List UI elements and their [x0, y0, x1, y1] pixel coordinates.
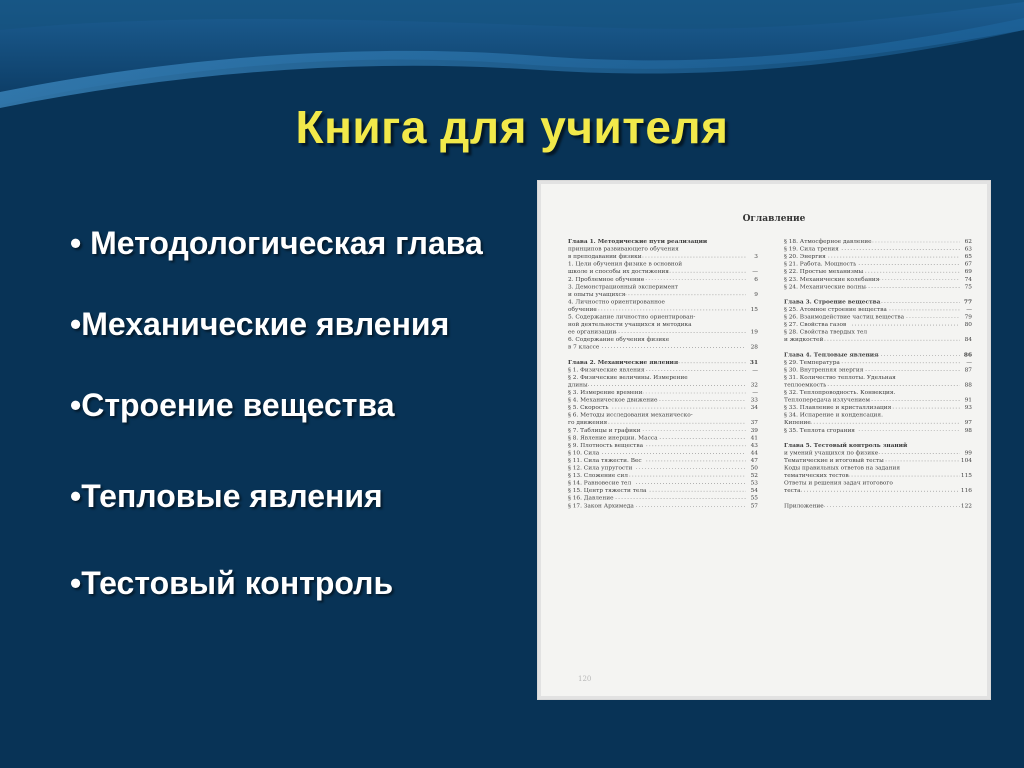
left-column-entry: § 2. Физические величины. Измерение [568, 374, 688, 381]
left-column-entry: 4. Личностно ориентированное [568, 299, 665, 306]
left-column-entry: 6. Содержание обучения физике [568, 337, 670, 344]
left-column-entry: § 15. Центр тяжести тела [568, 488, 647, 495]
right-column-page-number: 79 [964, 314, 972, 321]
right-column-entry: § 26. Взаимодействие частиц вещества [784, 314, 905, 321]
bullet-item: •Тепловые явления [70, 478, 383, 514]
left-column-entry: § 10. Сила [568, 450, 600, 457]
right-column-entry: Кипение [784, 420, 811, 427]
right-column-page-number: 104 [960, 457, 972, 464]
right-column-entry: тематических тестов [784, 473, 849, 480]
right-column-page-number: 74 [964, 276, 972, 283]
left-column-entry: § 3. Измерение времени [568, 390, 643, 396]
right-column-page-number: 91 [964, 397, 972, 404]
right-column-entry: § 27. Свойства газов [784, 322, 847, 329]
left-column-entry: § 8. Явление инерции. Масса [568, 435, 658, 442]
right-column-page-number: 80 [964, 322, 972, 329]
left-column-page-number: 53 [750, 480, 758, 487]
left-column-entry: § 7. Таблицы и графики [568, 427, 641, 434]
right-column-page-number: 62 [964, 239, 972, 245]
left-column-page-number: 37 [750, 420, 758, 427]
right-column-entry: Глава 4. Тепловые явления [784, 352, 879, 359]
right-column-entry: Ответы и решения задач итогового [784, 480, 893, 487]
left-column-page-number: 19 [750, 329, 758, 336]
left-column-page-number: 28 [750, 344, 758, 351]
left-column-entry: и опыты учащихся [568, 291, 626, 298]
right-column-page-number: 97 [964, 420, 972, 427]
left-column-entry: 3. Демонстрационный эксперимент [568, 284, 679, 291]
left-column-page-number: 3 [754, 254, 758, 261]
right-column-entry: § 22. Простые механизмы [784, 269, 864, 276]
right-column-page-number: 63 [964, 246, 972, 253]
right-column-entry: § 24. Механические волны [784, 284, 866, 291]
right-column-page-number: 65 [964, 254, 972, 261]
bullet-item: •Строение вещества [70, 387, 395, 423]
right-column-page-number: 77 [963, 299, 972, 306]
bullet-item: • Методологическая глава [70, 225, 483, 261]
right-column-page-number: 67 [964, 261, 972, 268]
right-column-entry: § 34. Испарение и конденсация. [784, 412, 883, 419]
left-column-entry: ее организации [568, 329, 617, 336]
left-column-entry: § 11. Сила тяжести. Вес [568, 457, 642, 464]
right-column-entry: § 20. Энергия [784, 254, 826, 261]
right-column-page-number: — [966, 306, 972, 313]
right-column-entry: Теплопередача излучением [784, 397, 870, 404]
bullet-list [70, 222, 530, 647]
left-column-page-number: 34 [750, 405, 758, 412]
left-column-page-number: 33 [750, 397, 758, 404]
left-column-entry: § 6. Методы исследования механическо- [568, 412, 693, 419]
left-column-page-number: 52 [750, 473, 758, 480]
left-column-entry: Глава 1. Методические пути реализации [568, 239, 708, 245]
left-column-entry: в преподавании физики [568, 254, 642, 261]
right-column-entry: и умений учащихся по физике [784, 450, 879, 457]
left-column-page-number: — [752, 367, 758, 374]
left-column-page-number: 50 [750, 465, 758, 472]
right-column-entry: § 25. Атомное строение вещества [784, 306, 887, 313]
right-column-page-number: 98 [964, 427, 972, 434]
right-column-entry: теста [784, 488, 801, 495]
right-column-page-number: 84 [964, 337, 972, 344]
right-column-entry: Приложение [784, 503, 824, 510]
contents-heading: Оглавление [742, 214, 806, 224]
slide-title: Книга для учителя [295, 101, 729, 153]
left-column-page-number: 57 [750, 503, 758, 510]
right-column-entry: § 28. Свойства твердых тел [784, 329, 868, 336]
right-column-entry: § 35. Теплота сгорания [784, 427, 855, 434]
left-column-entry: длины [568, 382, 588, 389]
left-column-entry: 1. Цели обучения физике в основной [568, 261, 683, 268]
right-column-page-number: 115 [960, 473, 972, 480]
left-column-entry: Глава 2. Механические явления [568, 359, 679, 366]
left-column-entry: § 16. Давление [568, 495, 614, 502]
left-column-entry: го движения [568, 420, 608, 427]
left-column-entry: § 17. Закон Архимеда [568, 503, 634, 510]
right-column-entry: § 30. Внутренняя энергия [784, 367, 864, 374]
left-column-page-number: 44 [750, 450, 758, 457]
right-column-page-number: 69 [964, 269, 972, 276]
left-column-page-number: 47 [750, 457, 758, 464]
book-page-image [538, 181, 990, 699]
bullet-item: •Тестовый контроль [70, 565, 394, 601]
right-column-entry: Тематические и итоговый тесты [784, 457, 884, 464]
left-column-entry: 5. Содержание личностно ориентирован- [568, 314, 696, 321]
right-column-entry: § 18. Атмосферное давление [784, 239, 872, 245]
left-column-entry: § 1. Физические явления [568, 367, 645, 374]
left-column-page-number: 54 [750, 488, 758, 495]
left-column-entry: § 12. Сила упругости [568, 465, 633, 472]
right-column-page-number: 122 [960, 503, 972, 510]
right-column-page-number: 88 [964, 382, 972, 389]
right-column-page-number: — [966, 359, 972, 366]
left-column-page-number: 9 [754, 291, 758, 298]
right-column-entry: § 33. Плавление и кристаллизация [784, 405, 892, 412]
left-column-page-number: — [752, 269, 758, 276]
right-column-entry: § 31. Количество теплоты. Удельная [784, 374, 896, 381]
left-column-entry: § 13. Сложение сил [568, 473, 628, 480]
left-column-page-number: 55 [750, 495, 758, 502]
right-column-page-number: 75 [964, 284, 972, 291]
left-column-page-number: 39 [750, 427, 758, 434]
right-column-entry: § 32. Теплопроводность. Конвекция. [784, 390, 896, 396]
right-column-page-number: 99 [964, 450, 972, 457]
left-column-page-number: 31 [749, 359, 758, 366]
right-column-page-number: 116 [960, 488, 972, 495]
left-column-entry: ной деятельности учащихся и методика [568, 322, 692, 329]
left-column-page-number: — [752, 390, 758, 396]
right-column-entry: Коды правильных ответов на задания [784, 465, 900, 472]
right-column-entry: § 23. Механические колебания [784, 276, 880, 283]
left-column-entry: § 4. Механическое движение [568, 397, 658, 404]
left-column-page-number: 43 [750, 442, 758, 449]
left-column-entry: § 5. Скорость [568, 405, 609, 412]
right-column-entry: § 19. Сила трения [784, 246, 839, 253]
left-column-entry: школе и способы их достижения [568, 269, 669, 276]
left-column-entry: принципов развивающего обучения [568, 246, 679, 253]
left-column-entry: § 14. Равновесие тел [568, 480, 632, 487]
right-column-entry: Глава 5. Тестовый контроль знаний [784, 442, 908, 449]
right-column-entry: и жидкостей [784, 337, 824, 344]
left-column-page-number: 32 [750, 382, 758, 389]
left-column-entry: обучение [568, 306, 597, 313]
right-column-page-number: 87 [964, 367, 972, 374]
right-column-page-number: 86 [963, 352, 972, 359]
right-column-entry: Глава 3. Строение вещества [784, 299, 881, 306]
left-column-page-number: 15 [750, 306, 758, 313]
left-column-entry: в 7 классе [568, 344, 600, 351]
bullet-item: •Механические явления [70, 306, 450, 342]
book-page-number: 120 [578, 675, 592, 683]
left-column-page-number: 41 [750, 435, 758, 442]
book-contents-page [538, 181, 990, 699]
right-column-entry: § 29. Температура [784, 359, 840, 366]
left-column-entry: § 9. Плотность вещества [568, 442, 644, 449]
left-column-entry: 2. Проблемное обучение [568, 276, 645, 283]
right-column-entry: теплоемкость [784, 382, 827, 389]
right-column-entry: § 21. Работа. Мощность [784, 261, 857, 268]
right-column-page-number: 93 [964, 405, 972, 412]
left-column-page-number: 6 [754, 276, 758, 283]
